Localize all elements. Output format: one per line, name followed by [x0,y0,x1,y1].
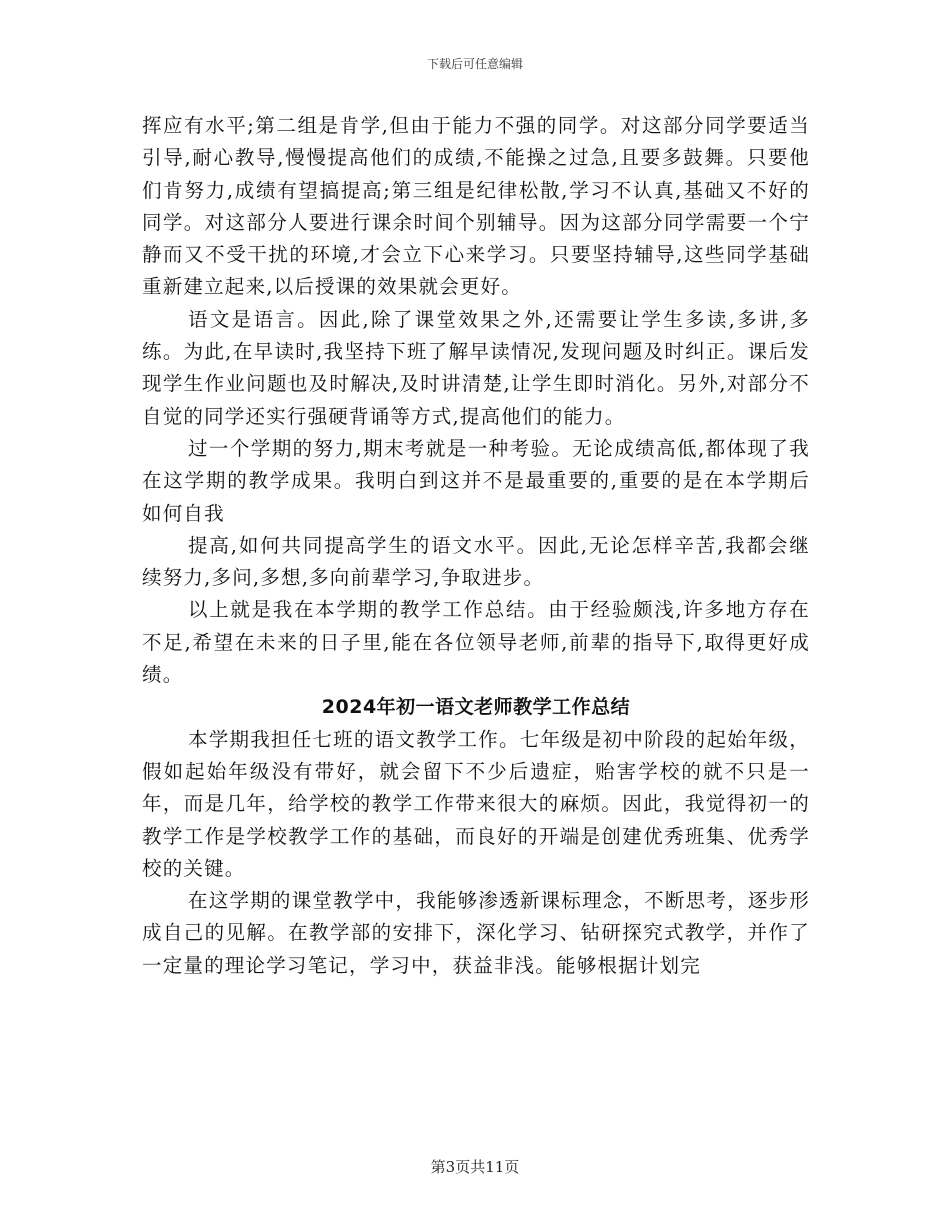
paragraph-self-improvement: 提高,如何共同提高学生的语文水平。因此,无论怎样辛苦,我都会继续努力,多问,多想,多向前辈学习,争取进步。 [142,533,810,590]
section-title: 2024年初一语文老师教学工作总结 [321,696,631,719]
page-header-note: 下载后可任意编辑 [426,57,523,71]
paragraph-language-practice: 语文是语言。因此,除了课堂效果之外,还需要让学生多读,多讲,多练。为此,在早读时,我坚持下班了解早读情况,发现问题及时纠正。课后发现学生作业问题也及时解决,及时讲清楚,让学生即时消化。另外,对部分不自觉的同学还实行强硬背诵等方式,提高他们的能力。 [142,307,810,428]
document-body [142,110,810,982]
paragraph-semester-exam: 过一个学期的努力,期末考就是一种考验。无论成绩高低,都体现了我在这学期的教学成果。我明白到这并不是最重要的,重要的是在本学期后如何自我 [142,436,810,525]
paragraph-continued: 挥应有水平;第二组是肯学,但由于能力不强的同学。对这部分同学要适当引导,耐心教导,慢慢提高他们的成绩,不能操之过急,且要多鼓舞。只要他们肯努力,成绩有望搞提高;第三组是纪律松散,学习不认真,基础又不好的同学。对这部分人要进行课余时间个别辅导。因为这部分同学需要一个宁静而又不受干扰的环境,才会立下心来学习。只要坚持辅导,这些同学基础重新建立起来,以后授课的效果就会更好。 [142,114,810,299]
section-paragraph-intro: 本学期我担任七班的语文教学工作。七年级是初中阶段的起始年级，假如起始年级没有带好，就会留下不少后遗症，贻害学校的就不只是一年，而是几年，给学校的教学工作带来很大的麻烦。因此，我觉得初一的教学工作是学校教学工作的基础，而良好的开端是创建优秀班集、优秀学校的关键。 [142,727,810,880]
section-paragraph-classroom: 在这学期的课堂教学中，我能够渗透新课标理念，不断思考，逐步形成自己的见解。在教学部的安排下，深化学习、钻研探究式教学，并作了一定量的理论学习笔记，学习中，获益非浅。能够根据计划完 [142,889,810,977]
page-number: 第3页共11页 [430,1158,520,1176]
paragraph-conclusion: 以上就是我在本学期的教学工作总结。由于经验颇浅,许多地方存在不足,希望在未来的日子里,能在各位领导老师,前辈的指导下,取得更好成绩。 [142,598,810,687]
